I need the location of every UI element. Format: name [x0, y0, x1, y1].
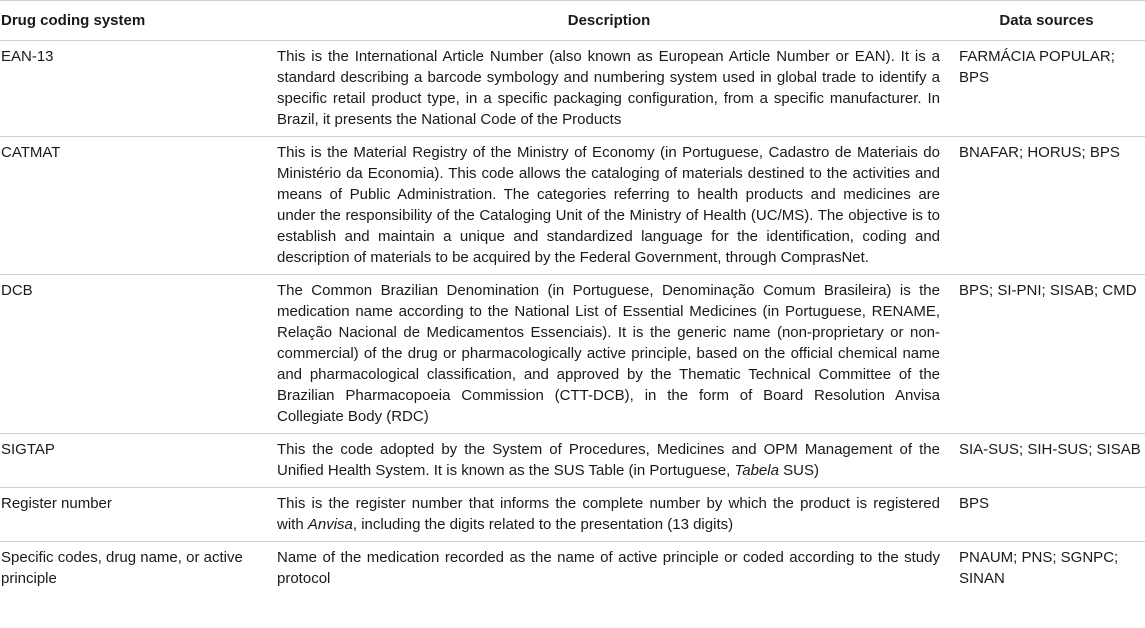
data-sources-cell: BPS; SI-PNI; SISAB; CMD — [948, 275, 1145, 434]
description-cell: Name of the medication recorded as the name of active principle or coded according to the study protocol — [277, 549, 940, 587]
table-row — [0, 434, 1145, 488]
table-row — [0, 275, 1145, 434]
description-cell — [270, 434, 948, 488]
data-sources-cell: BPS — [948, 488, 1145, 542]
table-row — [0, 542, 1145, 596]
description-italic-text: Tabela — [734, 462, 779, 479]
code-system-cell: EAN-13 — [0, 41, 270, 137]
description-text: This is the register number that informs the complete number by which the product is registered with — [277, 495, 940, 533]
description-cell — [270, 488, 948, 542]
code-system-cell: DCB — [0, 275, 270, 434]
code-system-cell: CATMAT — [0, 137, 270, 275]
code-system-cell: Specific codes, drug name, or active principle — [1, 549, 243, 587]
description-cell: This is the Material Registry of the Ministry of Economy (in Portuguese, Cadastro de Materiais do Ministério da Economia). This code allows the cataloging of materials destined to the activities and means of Public Administration. The categories referring to health products and medicines are under the responsibility of the Cataloging Unit of the Ministry of Health (UC/MS). The objective is to establish and maintain a unique and standardized language for the identification, coding and description of materials to be acquired by the Federal Government, through ComprasNet. — [270, 137, 948, 275]
table-row — [0, 41, 1145, 137]
description-text: This the code adopted by the System of Procedures, Medicines and OPM Management of the Unified Health System. It is known as the SUS Table (in Portuguese, — [277, 441, 940, 479]
header-code-system: Drug coding system — [0, 1, 270, 41]
description-text-end: , including the digits related to the presentation (13 digits) — [352, 516, 734, 533]
description-cell: This is the International Article Number (also known as European Article Number or EAN). It is a standard describing a barcode symbology and numbering system used in global trade to identify a specific retail product type, in a specific packaging configuration, from a specific manufacturer. In Brazil, it presents the National Code of the Products — [270, 41, 948, 137]
table-row — [0, 137, 1145, 275]
header-description: Description — [270, 1, 948, 41]
table-row — [0, 488, 1145, 542]
table-header — [0, 1, 1145, 41]
header-data-sources: Data sources — [948, 1, 1145, 41]
code-system-cell: Register number — [0, 488, 270, 542]
table-body — [0, 41, 1145, 596]
data-sources-cell: PNAUM; PNS; SGNPC; SINAN — [959, 549, 1119, 587]
header-row — [0, 1, 1145, 41]
code-system-cell: SIGTAP — [0, 434, 270, 488]
data-sources-cell: BNAFAR; HORUS; BPS — [948, 137, 1145, 275]
data-sources-cell: SIA-SUS; SIH-SUS; SISAB — [948, 434, 1145, 488]
description-italic-text: Anvisa — [307, 516, 353, 533]
description-text-end: SUS) — [778, 462, 819, 479]
data-sources-cell: FARMÁCIA POPULAR; BPS — [948, 41, 1145, 137]
description-cell: The Common Brazilian Denomination (in Portuguese, Denominação Comum Brasileira) is the medication name according to the National List of Essential Medicines (in Portuguese, RENAME, Relação Nacional de Medicamentos Essenciais). It is the generic name (non-proprietary or non-commercial) of the drug or pharmacologically active principle, based on the official chemical name and pharmacological classification, and approved by the Thematic Technical Committee of the Brazilian Pharmacopoeia Commission (CTT-DCB), in the form of Board Resolution Anvisa Collegiate Body (RDC) — [270, 275, 948, 434]
